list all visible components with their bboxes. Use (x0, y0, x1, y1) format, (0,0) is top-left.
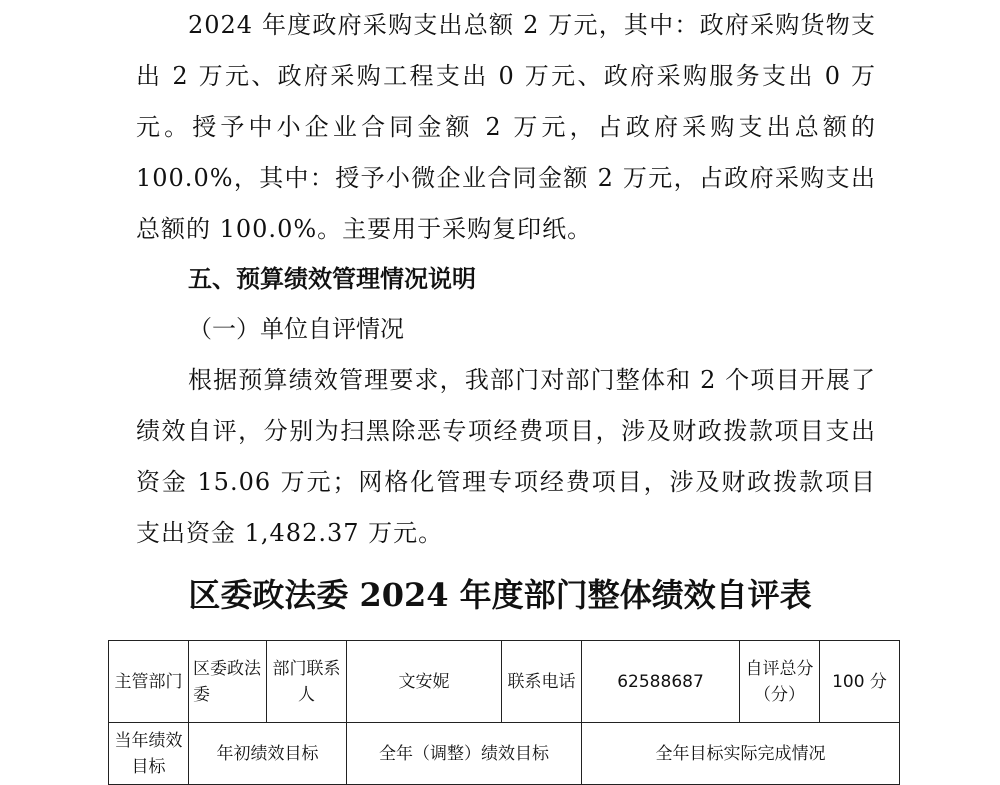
dept-label: 主管部门 (109, 641, 189, 723)
table-row (109, 723, 900, 785)
sub-heading: （一）单位自评情况 (188, 315, 404, 343)
contact-value: 文安妮 (347, 641, 502, 723)
phone-value: 62588687 (582, 641, 740, 723)
phone-label: 联系电话 (502, 641, 582, 723)
initial-goal-header: 年初绩效目标 (189, 723, 347, 785)
paragraph-self-evaluation: 根据预算绩效管理要求，我部门对部门整体和 2 个项目开展了绩效自评，分别为扫黑除恶专项经费项目，涉及财政拨款项目支出资金 15.06 万元；网格化管理专项经费项目，涉及财政拨款项目支出资金 1,482.37 万元。 (136, 366, 876, 547)
score-label: 自评总分（分） (740, 641, 820, 723)
goal-label: 当年绩效目标 (109, 723, 189, 785)
actual-completion-header: 全年目标实际完成情况 (582, 723, 900, 785)
contact-label: 部门联系人 (267, 641, 347, 723)
table-row (109, 641, 900, 723)
section-heading: 五、预算绩效管理情况说明 (188, 264, 476, 293)
table-title: 区委政法委 2024 年度部门整体绩效自评表 (188, 576, 812, 614)
dept-value: 区委政法委 (189, 641, 267, 723)
paragraph-procurement: 2024 年度政府采购支出总额 2 万元，其中：政府采购货物支出 2 万元、政府采购工程支出 0 万元、政府采购服务支出 0 万元。授予中小企业合同金额 2 万元，占政府采购支出总额的 100.0%，其中：授予小微企业合同金额 2 万元，占政府采购支出总额的 100.0%。主要用于采购复印纸。 (136, 11, 876, 243)
adjusted-goal-header: 全年（调整）绩效目标 (347, 723, 582, 785)
score-value: 100 分 (820, 641, 900, 723)
evaluation-table (108, 640, 900, 785)
